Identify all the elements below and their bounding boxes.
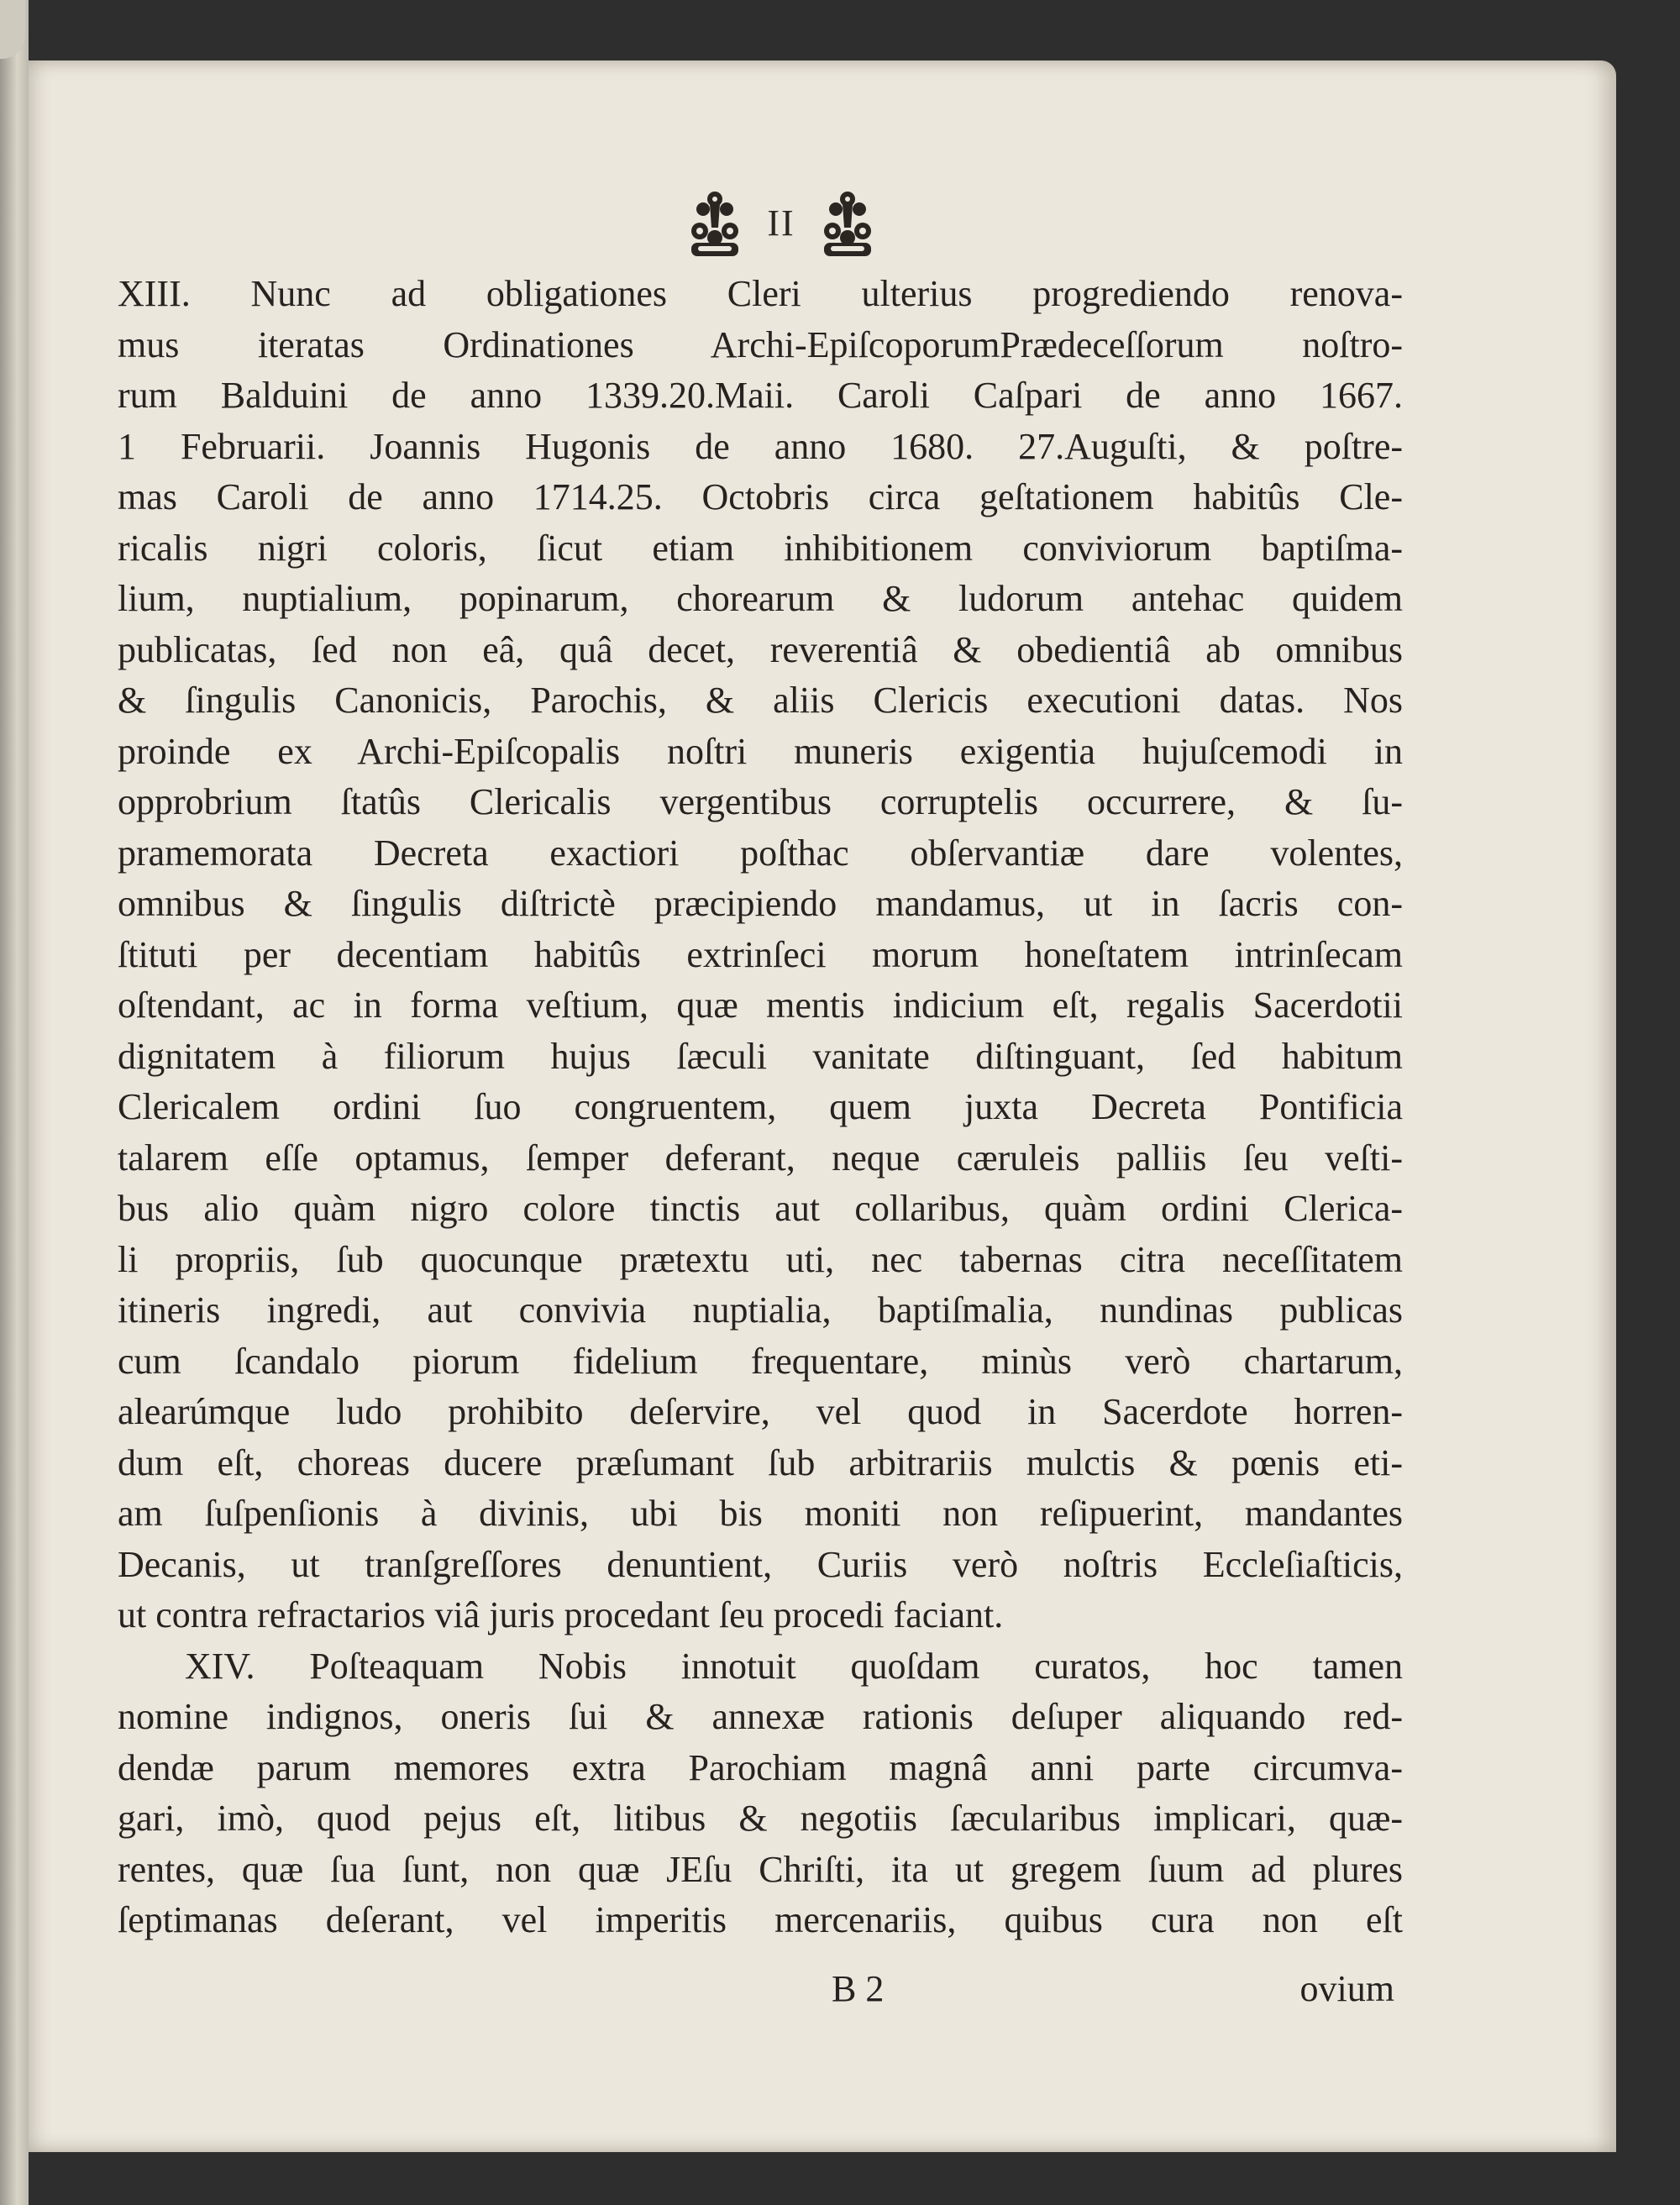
text-line: talarem eſſe optamus, ſemper deferant, neque cæruleis palliis ſeu veſti- (118, 1137, 1403, 1179)
text-line: Decanis, ut tranſgreſſores denuntient, Curiis verò noſtris Eccleſiaſticis, (118, 1543, 1403, 1585)
text-line: ricalis nigri coloris, ſicut etiam inhibitionem conviviorum baptiſma- (118, 527, 1403, 569)
text-line: ſeptimanas deſerant, vel imperitis mercenariis, quibus cura non eſt (118, 1899, 1403, 1940)
text-line: am ſuſpenſionis à divinis, ubi bis moniti non reſipuerint, mandantes (118, 1493, 1403, 1534)
text-line: cum ſcandalo piorum fidelium frequentare, minùs verò chartarum, (118, 1340, 1403, 1382)
paragraph-xiii (118, 269, 1403, 1641)
text-line: & ſingulis Canonicis, Parochis, & aliis Clericis executioni datas. Nos (118, 680, 1403, 721)
text-line: ut contra refractarios viâ juris procedant ſeu procedi faciant. (118, 1594, 1004, 1635)
text-line: dignitatem à filiorum hujus ſæculi vanitate diſtinguant, ſed habitum (118, 1035, 1403, 1077)
floral-ornament-icon (817, 187, 878, 258)
text-line: omnibus & ſingulis diſtrictè præcipiendo mandamus, ut in ſacris con- (118, 883, 1403, 924)
text-line: gari, imò, quod pejus eſt, litibus & negotiis ſæcularibus implicari, quæ- (118, 1798, 1403, 1839)
text-line: 1 Februarii. Joannis Hugonis de anno 1680. 27.Auguſti, & poſtre- (118, 425, 1403, 467)
text-line: lium, nuptialium, popinarum, chorearum & ludorum antehac quidem (118, 578, 1403, 619)
previous-page-edge (0, 0, 29, 2205)
text-line: nomine indignos, oneris ſui & annexæ rationis deſuper aliquando red- (118, 1696, 1403, 1737)
text-line: XIV. Poſteaquam Nobis innotuit quoſdam curatos, hoc tamen (185, 1645, 1403, 1687)
text-line: publicatas, ſed non eâ, quâ decet, reverentiâ & obedientiâ ab omnibus (118, 628, 1403, 670)
text-line: rum Balduini de anno 1339.20.Maii. Caroli Caſpari de anno 1667. (118, 375, 1403, 416)
page-header (664, 181, 899, 265)
text-line: XIII. Nunc ad obligationes Cleri ulterius progrediendo renova- (118, 273, 1403, 314)
catchword: ovium (1299, 1968, 1394, 2009)
text-line: mas Caroli de anno 1714.25. Octobris circa geſtationem habitûs Cle- (118, 476, 1403, 517)
text-line: proinde ex Archi-Epiſcopalis noſtri muneris exigentia hujuſcemodi in (118, 730, 1403, 772)
text-line: dendæ parum memores extra Parochiam magnâ anni parte circumva- (118, 1746, 1403, 1788)
text-line: pramemorata Decreta exactiori poſthac obſervantiæ dare volentes, (118, 832, 1403, 874)
page-footer (118, 1967, 1394, 2018)
paragraph-xiv (118, 1641, 1403, 1946)
text-line: Clericalem ordini ſuo congruentem, quem juxta Decreta Pontificia (118, 1086, 1403, 1127)
text-line: ſtituti per decentiam habitûs extrinſeci morum honeſtatem intrinſecam (118, 933, 1403, 975)
body-text (118, 269, 1403, 1946)
text-line: rentes, quæ ſua ſunt, non quæ JEſu Chriſti, ita ut gregem ſuum ad plures (118, 1848, 1403, 1890)
text-line: alearúmque ludo prohibito deſervire, vel quod in Sacerdote horren- (118, 1391, 1403, 1432)
text-line: mus iteratas Ordinationes Archi-EpiſcoporumPrædeceſſorum noſtro- (118, 323, 1403, 365)
text-line: oſtendant, ac in forma veſtium, quæ mentis indicium eſt, regalis Sacerdotii (118, 984, 1403, 1026)
text-line: dum eſt, choreas ducere præſumant ſub arbitrariis mulctis & pœnis eti- (118, 1441, 1403, 1483)
text-line: itineris ingredi, aut convivia nuptialia, baptiſmalia, nundinas publicas (118, 1289, 1403, 1331)
page-number: II (767, 202, 795, 244)
text-line: li propriis, ſub quocunque prætextu uti, nec tabernas citra neceſſitatem (118, 1238, 1403, 1280)
text-line: bus alio quàm nigro colore tinctis aut collaribus, quàm ordini Clerica- (118, 1188, 1403, 1229)
floral-ornament-icon (685, 187, 745, 258)
text-line: opprobrium ſtatûs Clericalis vergentibus corruptelis occurrere, & ſu- (118, 781, 1403, 822)
signature-mark: B 2 (832, 1968, 885, 2009)
